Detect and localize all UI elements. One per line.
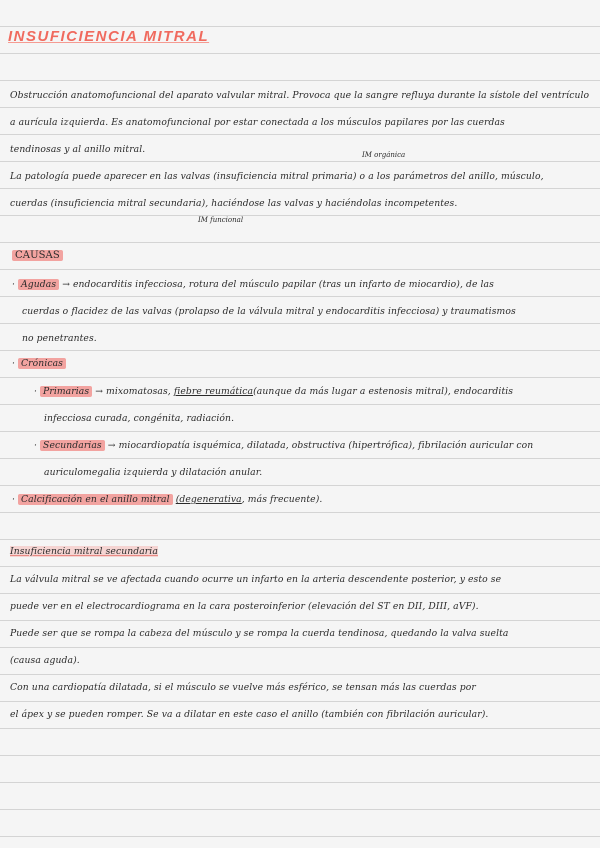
causas-heading <box>12 250 63 262</box>
bullet: · <box>12 279 19 290</box>
intro-line-3: tendinosas y al anillo mitral. <box>10 144 146 155</box>
primarias-line-1 <box>34 386 513 398</box>
calcificacion-line <box>12 494 322 506</box>
note-funcional: IM funcional <box>198 216 244 224</box>
secundaria-line-3: Puede ser que se rompa la cabeza del músculo y se rompa la cuerda tendinosa, quedando la valva suelta <box>10 628 509 639</box>
note-organica: IM orgánica <box>362 151 406 159</box>
secundaria-heading <box>10 546 158 558</box>
cronicas-label: Crónicas <box>18 358 66 369</box>
calcificacion-label: Calcificación en el anillo mitral <box>18 494 173 505</box>
intro-line-5: cuerdas (insuficiencia mitral secundaria), haciéndose las valvas y haciéndolas incompetentes. <box>10 198 458 209</box>
secundarias-text-1: → miocardiopatía isquémica, dilatada, obstructiva (hipertrófica), fibrilación auricular con <box>107 440 534 451</box>
bullet: · <box>34 386 41 397</box>
primarias-rest: (aunque da más lugar a estenosis mitral), endocarditis <box>253 386 514 397</box>
primarias-arrow: → mixomatosas, <box>95 386 171 397</box>
agudas-line-1 <box>12 279 494 291</box>
primarias-label: Primarias <box>40 386 92 397</box>
secundaria-heading-text: Insuficiencia mitral secundaria <box>10 546 158 557</box>
page-title: INSUFICIENCIA MITRAL <box>8 28 210 45</box>
agudas-line-3: no penetrantes. <box>22 333 97 344</box>
secundaria-line-4: (causa aguda). <box>10 655 80 666</box>
intro-line-4: La patología puede aparecer en las valvas (insuficiencia mitral primaria) o a los parámetros del anillo, músculo, <box>10 171 544 182</box>
causas-heading-text: CAUSAS <box>12 250 63 261</box>
secundarias-label: Secundarias <box>40 440 105 451</box>
intro-line-2: a aurícula izquierda. Es anatomofuncional por estar conectada a los músculos papilares por las cuerdas <box>10 117 505 128</box>
agudas-label: Agudas <box>18 279 59 290</box>
primarias-fiebre: fiebre reumática <box>173 386 254 397</box>
secundaria-line-1: La válvula mitral se ve afectada cuando ocurre un infarto en la arteria descendente posterior, y esto se <box>10 574 502 585</box>
calcificacion-rest: , más frecuente). <box>241 494 323 505</box>
secundarias-line-2: auriculomegalia izquierda y dilatación anular. <box>44 467 263 478</box>
bullet: · <box>12 358 19 369</box>
bullet: · <box>34 440 41 451</box>
cronicas-line <box>12 358 66 370</box>
secundarias-line-1 <box>34 440 533 452</box>
secundaria-line-2: puede ver en el electrocardiograma en la cara posteroinferior (elevación del ST en DII, DIII, aVF). <box>10 601 479 612</box>
bullet: · <box>12 494 19 505</box>
secundaria-line-5: Con una cardiopatía dilatada, si el músculo se vuelve más esférico, se tensan más las cuerdas por <box>10 682 476 693</box>
agudas-line-2: cuerdas o flacidez de las valvas (prolapso de la válvula mitral y endocarditis infecciosa) y traumatismos <box>22 306 516 317</box>
agudas-text-1: → endocarditis infecciosa, rotura del músculo papilar (tras un infarto de miocardio), de las <box>62 279 494 290</box>
calcificacion-degenerativa: (degenerativa <box>175 494 242 505</box>
intro-line-1: Obstrucción anatomofuncional del aparato valvular mitral. Provoca que la sangre refluya durante la sístole del ventrículo <box>10 90 590 101</box>
secundaria-line-6: el ápex y se pueden romper. Se va a dilatar en este caso el anillo (también con fibrilación auricular). <box>10 709 489 720</box>
primarias-line-2: infecciosa curada, congénita, radiación. <box>44 413 235 424</box>
